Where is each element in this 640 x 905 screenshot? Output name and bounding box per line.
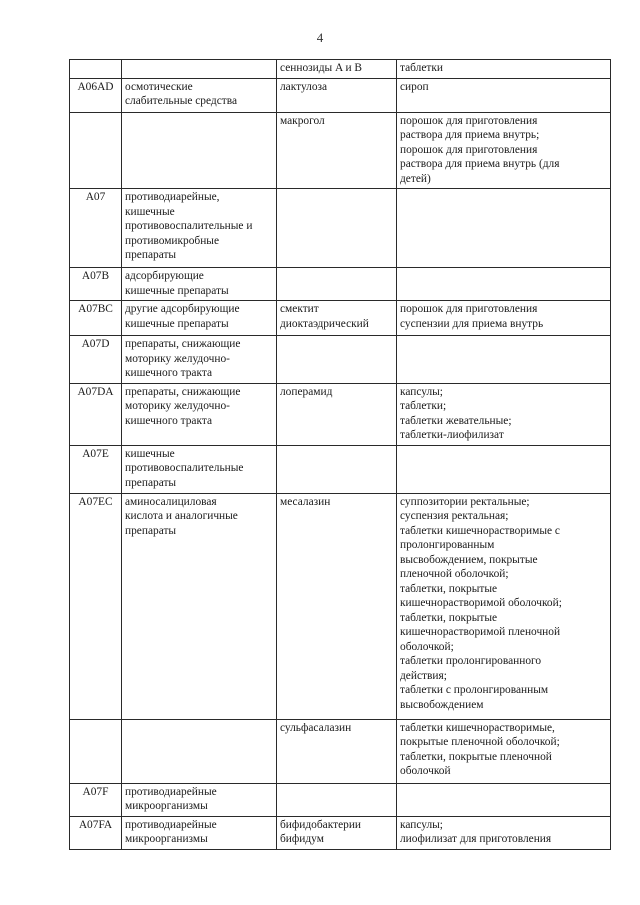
group-cell: препараты, снижающие моторику желудочно- кишечного тракта xyxy=(122,336,277,384)
dosage-form-cell: порошок для приготовления суспензии для приема внутрь xyxy=(397,301,611,336)
group-cell: аминосалициловая кислота и аналогичные препараты xyxy=(122,493,277,719)
dosage-form-cell: таблетки xyxy=(397,60,611,79)
dosage-form-cell: капсулы; таблетки; таблетки жевательные; таблетки-лиофилизат xyxy=(397,383,611,445)
atc-code-cell: A07E xyxy=(70,445,122,493)
atc-code-cell: A07BC xyxy=(70,301,122,336)
drug-name-cell: сульфасалазин xyxy=(277,719,397,783)
table-row xyxy=(70,783,611,816)
dosage-form-cell xyxy=(397,783,611,816)
table-row xyxy=(70,336,611,384)
table-row xyxy=(70,268,611,301)
dosage-form-cell xyxy=(397,189,611,268)
dosage-form-cell: таблетки кишечнорастворимые, покрытые пленочной оболочкой; таблетки, покрытые пленочной оболочкой xyxy=(397,719,611,783)
atc-code-cell: A07FA xyxy=(70,816,122,849)
table-row xyxy=(70,493,611,719)
group-cell xyxy=(122,60,277,79)
group-cell: кишечные противовоспалительные препараты xyxy=(122,445,277,493)
drug-name-cell: макрогол xyxy=(277,112,397,189)
dosage-form-cell: капсулы; лиофилизат для приготовления xyxy=(397,816,611,849)
drug-name-cell: лактулоза xyxy=(277,78,397,112)
atc-code-cell: A07DA xyxy=(70,383,122,445)
drug-name-cell: месалазин xyxy=(277,493,397,719)
group-cell: другие адсорбирующие кишечные препараты xyxy=(122,301,277,336)
atc-code-cell xyxy=(70,112,122,189)
drug-table xyxy=(69,59,611,850)
dosage-form-cell xyxy=(397,445,611,493)
dosage-form-cell: суппозитории ректальные; суспензия ректальная; таблетки кишечнорастворимые с пролонгированным высвобождением, покрытые пленочной оболочкой; таблетки, покрытые кишечнорастворимой оболочкой; таблетки, покрытые кишечнорастворимой пленочной оболочкой; таблетки пролонгированного действия; таблетки с пролонгированным высвобождением xyxy=(397,493,611,719)
group-cell: противодиарейные микроорганизмы xyxy=(122,783,277,816)
drug-name-cell xyxy=(277,268,397,301)
table-row xyxy=(70,78,611,112)
dosage-form-cell xyxy=(397,268,611,301)
dosage-form-cell xyxy=(397,336,611,384)
drug-name-cell: лоперамид xyxy=(277,383,397,445)
atc-code-cell xyxy=(70,60,122,79)
table-row xyxy=(70,189,611,268)
drug-name-cell: бифидобактерии бифидум xyxy=(277,816,397,849)
atc-code-cell: A07D xyxy=(70,336,122,384)
group-cell: препараты, снижающие моторику желудочно- кишечного тракта xyxy=(122,383,277,445)
drug-name-cell xyxy=(277,189,397,268)
group-cell: противодиарейные микроорганизмы xyxy=(122,816,277,849)
group-cell: осмотические слабительные средства xyxy=(122,78,277,112)
atc-code-cell: A06AD xyxy=(70,78,122,112)
drug-name-cell xyxy=(277,336,397,384)
page-number: 4 xyxy=(316,30,324,45)
drug-name-cell: смектит диоктаэдрический xyxy=(277,301,397,336)
table-row xyxy=(70,445,611,493)
dosage-form-cell: порошок для приготовления раствора для приема внутрь; порошок для приготовления раствора для приема внутрь (для детей) xyxy=(397,112,611,189)
group-cell xyxy=(122,112,277,189)
drug-name-cell: сеннозиды A и B xyxy=(277,60,397,79)
group-cell: противодиарейные, кишечные противовоспалительные и противомикробные препараты xyxy=(122,189,277,268)
table-row xyxy=(70,383,611,445)
drug-name-cell xyxy=(277,445,397,493)
atc-code-cell: A07F xyxy=(70,783,122,816)
atc-code-cell: A07B xyxy=(70,268,122,301)
atc-code-cell: A07EC xyxy=(70,493,122,719)
dosage-form-cell: сироп xyxy=(397,78,611,112)
table-row xyxy=(70,112,611,189)
table-row xyxy=(70,301,611,336)
table-row xyxy=(70,816,611,849)
atc-code-cell: A07 xyxy=(70,189,122,268)
group-cell xyxy=(122,719,277,783)
table-row xyxy=(70,719,611,783)
table-row xyxy=(70,60,611,79)
drug-name-cell xyxy=(277,783,397,816)
atc-code-cell xyxy=(70,719,122,783)
group-cell: адсорбирующие кишечные препараты xyxy=(122,268,277,301)
